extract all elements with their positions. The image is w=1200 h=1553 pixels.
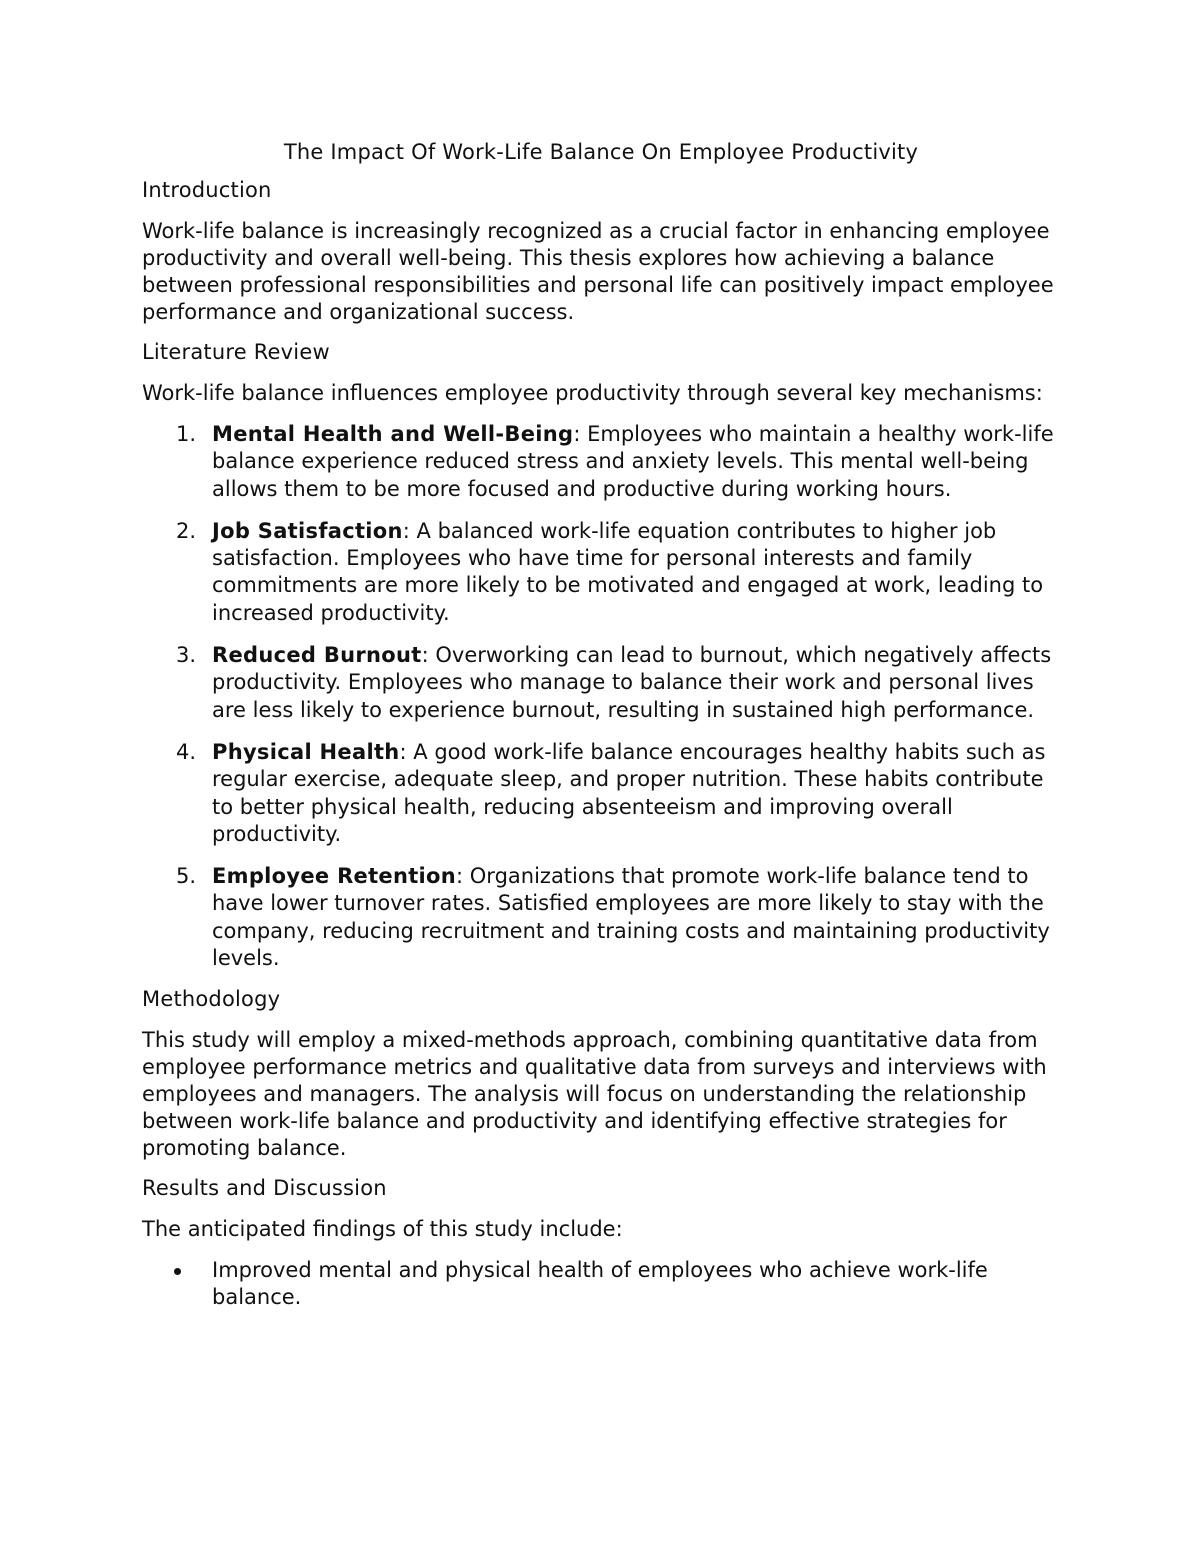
list-item	[142, 518, 1060, 627]
list-item-number: 1.	[176, 422, 197, 446]
mechanisms-list	[142, 421, 1060, 972]
methodology-paragraph: This study will employ a mixed-methods approach, combining quantitative data from employee performance metrics and qualitative data from surveys and interviews with employees and managers. The analysis will focus on understanding the relationship between work-life balance and productivity and identifying effective strategies for promoting balance.	[142, 1028, 1047, 1161]
section-heading-methodology: Methodology	[142, 987, 281, 1012]
findings-bullet-list	[142, 1257, 1060, 1311]
list-item	[142, 739, 1060, 848]
list-item-text: : A good work-life balance encourages healthy habits such as regular exercise, adequate sleep, and proper nutrition. These habits contribute to better physical health, reducing absenteeism and improving overall productivity.	[212, 739, 1046, 846]
list-item-number: 2.	[176, 518, 197, 543]
document-title: The Impact Of Work-Life Balance On Employee Productivity	[283, 140, 919, 164]
list-item-term: Mental Health and Well-Being	[212, 422, 574, 446]
list-item-number: 5.	[176, 864, 197, 889]
bullet-icon	[174, 1268, 181, 1275]
bullet-text: Improved mental and physical health of employees who achieve work-life balance.	[212, 1258, 988, 1310]
list-item-text: : Overworking can lead to burnout, which negatively affects productivity. Employees who manage to balance their work and personal lives are less likely to experience burnout, resulting in sustained high performance.	[212, 643, 1052, 722]
results-paragraph: The anticipated findings of this study include:	[142, 1217, 623, 1242]
list-item-text: : A balanced work-life equation contributes to higher job satisfaction. Employees who have time for personal interests and family commitments are more likely to be motivated and engaged at work, leading to increased productivity.	[212, 518, 1044, 625]
list-item-number: 4.	[176, 739, 197, 764]
section-heading-literature-review: Literature Review	[142, 340, 330, 364]
literature-review-paragraph: Work-life balance influences employee productivity through several key mechanisms:	[142, 381, 1043, 405]
list-item-number: 3.	[176, 643, 197, 668]
list-item	[142, 642, 1060, 724]
list-item	[142, 863, 1060, 972]
list-item	[142, 421, 1060, 503]
list-item-text: : Employees who maintain a healthy work-life balance experience reduced stress and anxiety levels. This mental well-being allows them to be more focused and productive during working hours.	[212, 422, 1054, 501]
list-item	[142, 1257, 1060, 1311]
list-item-term: Job Satisfaction	[212, 518, 403, 543]
list-item-term: Physical Health	[212, 739, 400, 764]
section-heading-results: Results and Discussion	[142, 1176, 387, 1201]
section-heading-introduction: Introduction	[142, 178, 272, 202]
list-item-text: : Organizations that promote work-life balance tend to have lower turnover rates. Satisfied employees are more likely to stay with the company, reducing recruitment and training costs and maintaining productivity levels.	[212, 864, 1050, 971]
introduction-paragraph: Work-life balance is increasingly recognized as a crucial factor in enhancing employee productivity and overall well-being. This thesis explores how achieving a balance between professional responsibilities and personal life can positively impact employee performance and organizational success.	[142, 219, 1054, 324]
list-item-term: Reduced Burnout	[212, 643, 422, 668]
list-item-term: Employee Retention	[212, 864, 457, 889]
